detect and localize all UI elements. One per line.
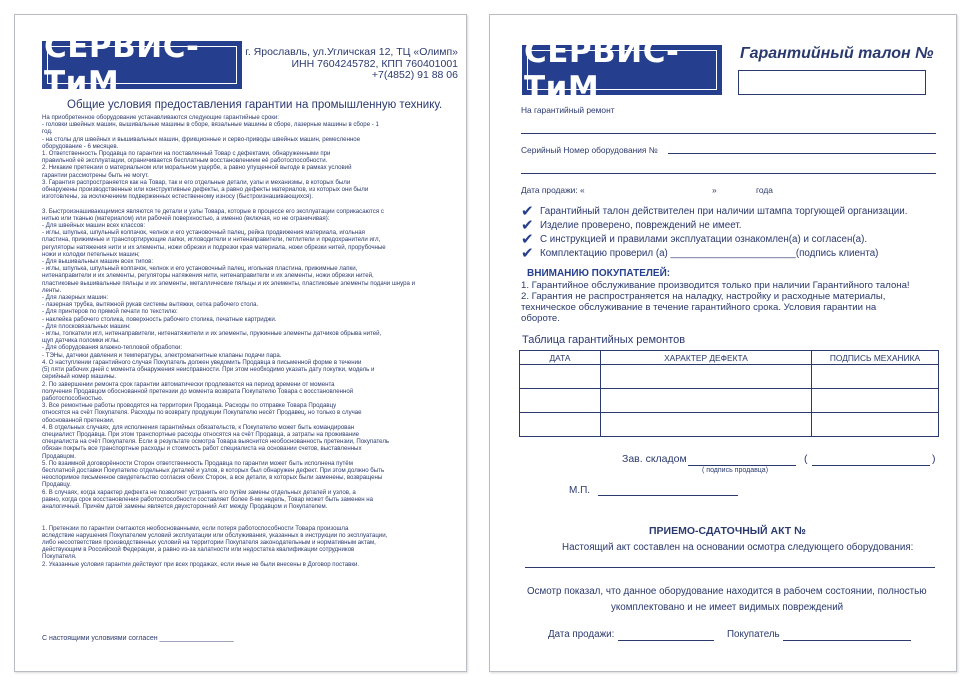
warranty-coupon-page [489, 14, 957, 672]
conditions-line: - иглы, толкатели игл, нитенаправители, нитенатяжители и их элементы, пружинные элементы датчиков обрыва нитей, [42, 330, 382, 338]
table-cell[interactable] [520, 365, 601, 389]
warehouse-sub: ( подпись продавца) [702, 467, 769, 474]
conditions-line: работоспособностью. [42, 394, 104, 402]
conditions-line: 2. По завершении ремонта срок гарантии автоматически продлевается на период времени от момента [42, 380, 335, 388]
coupon-title: Гарантийный талон № [740, 45, 934, 62]
conditions-line: бесплатной доставки Покупателю отдельных деталей и узлов, в которых был обнаружен дефект. При этом должно быть [42, 466, 385, 474]
checkmark-icon: ✔ [521, 217, 534, 234]
conditions-line: равно, когда срок восстановления работоспособности составляет более 8-ми недель, Товар может быть заменен на [42, 495, 374, 503]
warehouse-name-field[interactable] [812, 465, 930, 466]
table-cell[interactable] [601, 413, 812, 437]
conditions-line: получения Продавцом обоснованной претензии до момента возврата Покупателю Товара с восстановленной [42, 387, 354, 395]
conditions-line: 1. Претензии по гарантии считаются необоснованными, если потеря работоспособности Товара произошла [42, 524, 349, 532]
conditions-line: вследствие нарушения Покупателем условий эксплуатации или обслуживания, указанных в инструкции по эксплуатации, [42, 531, 388, 539]
stamp-field[interactable] [598, 495, 738, 496]
checklist [521, 203, 941, 268]
conditions-line: год. [42, 128, 53, 136]
col-header-date: ДАТА [520, 351, 601, 365]
conditions-line: 5. По взаимной договорённости Сторон ответственность Продавца по гарантии может быть исполнена путём [42, 459, 353, 467]
warranty-conditions-page [14, 14, 467, 672]
check-item [521, 245, 941, 262]
conditions-line: обнаружены производственные или конструктивные дефекты, а равно дефекты материалов, из которых они были [42, 186, 369, 194]
conditions-line [42, 510, 452, 517]
conditions-line: пластиковые вышивальные пяльцы и их элементы, металлические пяльцы и их элементы, пластиковые элементы подачи шнура и [42, 279, 415, 287]
attention-line: техническое обслуживание в течение гарантийного срока. Условия гарантии на [521, 302, 877, 313]
act-buyer-field[interactable] [783, 640, 911, 641]
warehouse-label: Зав. складом [622, 453, 687, 465]
conditions-line: действующим в Российской Федерации, а равно из-за халатности или недостатка квалификации сотрудников [42, 546, 355, 554]
conditions-line: Продавцом. [42, 452, 76, 460]
conditions-line: На приобретенное оборудование устанавливаются следующие гарантийные сроки: [42, 114, 280, 121]
conditions-line: Продавцу. [42, 481, 71, 489]
attention-line: 1. Гарантийное обслуживание производится только при наличии Гарантийного талона! [521, 280, 910, 291]
conditions-line: - наклейка рабочего столика, поверхность рабочего столика, печатные картриджи. [42, 315, 277, 323]
serial-label: Серийный Номер оборудования № [521, 145, 658, 155]
conditions-line: (5) пяти рабочих дней с момента обнаружения неисправности. При этом необходимо указать дату покупки, модель и [42, 366, 375, 374]
act-sale-date-label: Дата продажи: [548, 629, 615, 640]
conditions-line: 4. О наступлении гарантийного случая Покупатель должен уведомить Продавца в письменной форме в течении [42, 358, 362, 366]
table-cell[interactable] [812, 413, 939, 437]
agreement-line: С настоящими условиями согласен ___________________ [42, 635, 234, 642]
conditions-line: - Для плосковязальных машин: [42, 322, 131, 330]
checkmark-icon: ✔ [521, 203, 534, 220]
conditions-line: - иглы, шпулька, шпульный колпачок, челнок и его установочный палец, игольная пластина, прижимные лапки, [42, 265, 358, 273]
conditions-line: - Для оборудования влажно-тепловой обработки: [42, 344, 183, 352]
conditions-line: 6. В случаях, когда характер дефекта не позволяет устранить его путём замены отдельных деталей и узлов, а [42, 488, 356, 496]
company-logo [522, 34, 722, 106]
repairs-table-title: Таблица гарантийных ремонтов [522, 334, 686, 346]
table-cell[interactable] [812, 365, 939, 389]
company-logo [42, 29, 242, 101]
conditions-line: изготовлены, за исключением подверженных естественному износу (быстроизнашивающихся). [42, 193, 314, 201]
conditions-line: нитью или тканью (материалом) или рабочей поверхностью, а именно (включая, но не ограничивая): [42, 214, 330, 222]
conditions-line: 3. Быстроизнашивающимися являются те детали и узлы Товара, которые в процессе его эксплуатации соприкасаются с [42, 207, 384, 215]
sale-date-quote: » [712, 185, 717, 195]
conditions-line: - Для принтеров по прямой печати по текстилю: [42, 308, 178, 316]
conditions-line: обоснованной претензии. [42, 416, 115, 424]
act-title: ПРИЕМО-СДАТОЧНЫЙ АКТ № [649, 525, 806, 537]
conditions-line: 3. Гарантия распространяется как на Товар, так и его отдельные детали, узлы и механизмы, в которых были [42, 178, 351, 186]
conditions-line [42, 517, 452, 524]
repair-field[interactable] [521, 133, 936, 134]
logo-text: СЕРВИС-ТиМ [44, 29, 200, 101]
sale-date-year: года [756, 185, 773, 195]
check-text: Комплектацию проверил (а) _______________________(подпись клиента) [540, 248, 879, 259]
phone-line: +7(4852) 91 88 06 [371, 69, 458, 81]
serial-field[interactable] [668, 153, 936, 154]
conditions-line: нитенаправители и их элементы, регуляторы натяжения нити, нитенаправители и их элементы, ножи обрезки нитей, [42, 272, 374, 280]
check-item [521, 203, 941, 220]
table-cell[interactable] [601, 389, 812, 413]
act-equipment-field[interactable] [525, 567, 935, 568]
conditions-line: пластина, прижимные и транспортирующие лапки, игловодители и нитенаправители, петлители и предохранители игл, [42, 236, 381, 244]
sale-date-label: Дата продажи: « [521, 185, 585, 195]
conditions-line: - иглы, шпулька, шпульный колпачок, челнок и его установочный палец, рейка продвижения материала, игольная [42, 229, 365, 237]
conditions-line: неоспоримое письменное свидетельство согласия обеих Сторон, а все детали, в которых были заменены, возвращены [42, 474, 383, 482]
act-result-line: укомплектовано и не имеет видимых повреждений [611, 602, 844, 613]
table-row [520, 413, 939, 437]
inn-line: ИНН 7604245782, КПП 760401001 [291, 57, 458, 70]
conditions-line: серийный номер машины. [42, 373, 117, 381]
check-item [521, 231, 941, 248]
table-row [520, 389, 939, 413]
repair-label: На гарантийный ремонт [521, 105, 615, 115]
conditions-line: - на столы для швейных и вышивальных машин, фрикционные и серво-приводы швейных машин, ремесленное [42, 135, 361, 143]
conditions-line: щуп датчика поломки иглы. [42, 337, 120, 345]
table-cell[interactable] [520, 389, 601, 413]
checkmark-icon: ✔ [521, 231, 534, 248]
coupon-number-field[interactable] [738, 70, 926, 95]
conditions-line: Покупателя. [42, 553, 77, 561]
conditions-line: - Для лазерных машин: [42, 294, 109, 302]
conditions-line: относятся на счёт Покупателя. Расходы по возврату продукции Покупателю несёт Продавец, но только в случае [42, 409, 362, 417]
warehouse-signature-field[interactable] [688, 465, 796, 466]
table-cell[interactable] [601, 365, 812, 389]
act-buyer-label: Покупатель [727, 629, 780, 640]
conditions-line: 2. Никакие претензии о материальном или моральном ущербе, а равно упущенной выгоде в рамках условий [42, 164, 352, 172]
conditions-line: - лазерная трубка, вытяжной рукав системы вытяжки, сетка рабочего стола. [42, 301, 259, 309]
table-row [520, 365, 939, 389]
attention-line: обороте. [521, 313, 560, 324]
attention-line: 2. Гарантия не распространяется на наладку, настройку и расходные материалы, [521, 291, 886, 302]
conditions-line: 4. В отдельных случаях, для исполнения гарантийных обязательств, к Покупателю может быть командирован [42, 423, 355, 431]
check-text: С инструкцией и правилами эксплуатации ознакомлен(а) и согласен(а). [540, 234, 868, 245]
act-result-line: Осмотр показал, что данное оборудование находится в рабочем состоянии, полностью [527, 586, 927, 597]
conditions-line [42, 200, 452, 207]
conditions-line: оборудование - 6 месяцев. [42, 142, 119, 150]
warehouse-open-paren: ( [804, 453, 808, 465]
conditions-line: аналогичный. Причём датой замены является двухсторонний Акт между Продавцом и Покупателем. [42, 502, 328, 510]
conditions-line: правильной её эксплуатации, ограничивается бесплатным восстановлением её работоспособности. [42, 157, 328, 165]
conditions-line: специалиста на счёт Покупателя. Если в результате осмотра Товара выяснится необоснованность претензии, Покупатель [42, 438, 390, 446]
conditions-line: гарантии рассмотрены быть не могут. [42, 171, 149, 179]
conditions-line: 1. Ответственность Продавца по гарантии на поставленный Товар с дефектами, обнаруженными при [42, 150, 331, 158]
table-cell[interactable] [520, 413, 601, 437]
company-address [238, 47, 458, 82]
check-item [521, 217, 941, 234]
conditions-line: - ТЭНы, датчики давления и температуры, электромагнитные клапаны подачи пара. [42, 351, 282, 359]
col-header-signature: ПОДПИСЬ МЕХАНИКА [812, 351, 939, 365]
conditions-line: ножи и колодки петельных машин; [42, 250, 140, 258]
page-title: Общие условия предоставления гарантии на промышленную технику. [67, 99, 443, 111]
conditions-line: регуляторы натяжения нити и их элементы, ножи обрезки и подрезки края материала, ножи обрезки нитей, прорубочные [42, 243, 386, 251]
conditions-line: - Для швейных машин всех классов: [42, 222, 146, 230]
conditions-line: специалист Продавца. При этом транспортные расходы относятся на счёт Продавца, а затраты на проживание [42, 430, 359, 438]
serial-field-2[interactable] [521, 173, 936, 174]
table-cell[interactable] [812, 389, 939, 413]
conditions-line: обязан покрыть все транспортные расходы и стоимость работ специалиста на основании счетов, выставленных [42, 445, 362, 453]
attention-block [521, 268, 946, 324]
act-intro: Настоящий акт составлен на основании осмотра следующего оборудования: [562, 542, 914, 553]
checkmark-icon: ✔ [521, 245, 534, 262]
conditions-line: ленты. [42, 286, 62, 294]
check-text: Гарантийный талон действителен при наличии штампа торгующей организации. [540, 206, 908, 217]
conditions-line: либо несоответствия производственных условий на территории Покупателя законодательным и нормативным актам, [42, 538, 376, 546]
attention-title: ВНИМАНИЮ ПОКУПАТЕЛЕЙ: [527, 268, 671, 279]
repairs-table [519, 350, 939, 437]
conditions-line: - головки швейных машин, вышивальные машины в сборе, вязальные машины в сборе, лазерные машины в сборе - 1 [42, 121, 379, 129]
conditions-line: - Для вышивальных машин всех типов: [42, 258, 154, 266]
address-line: г. Ярославль, ул.Угличская 12, ТЦ «Олимп» [245, 46, 458, 58]
stamp-label: М.П. [569, 485, 591, 496]
conditions-line: 2. Указанные условия гарантии действуют при всех продажах, если иные не были внесены в Договор поставки. [42, 560, 360, 568]
warehouse-close-paren: ) [932, 453, 936, 465]
conditions-body [42, 114, 452, 568]
act-sale-date-field[interactable] [618, 640, 714, 641]
check-text: Изделие проверено, повреждений не имеет. [540, 220, 742, 231]
logo-text: СЕРВИС-ТиМ [524, 34, 680, 106]
col-header-defect: ХАРАКТЕР ДЕФЕКТА [601, 351, 812, 365]
conditions-line: 3. Все ремонтные работы проводятся на территории Продавца. Расходы по отправке Товара Продавцу [42, 402, 337, 410]
